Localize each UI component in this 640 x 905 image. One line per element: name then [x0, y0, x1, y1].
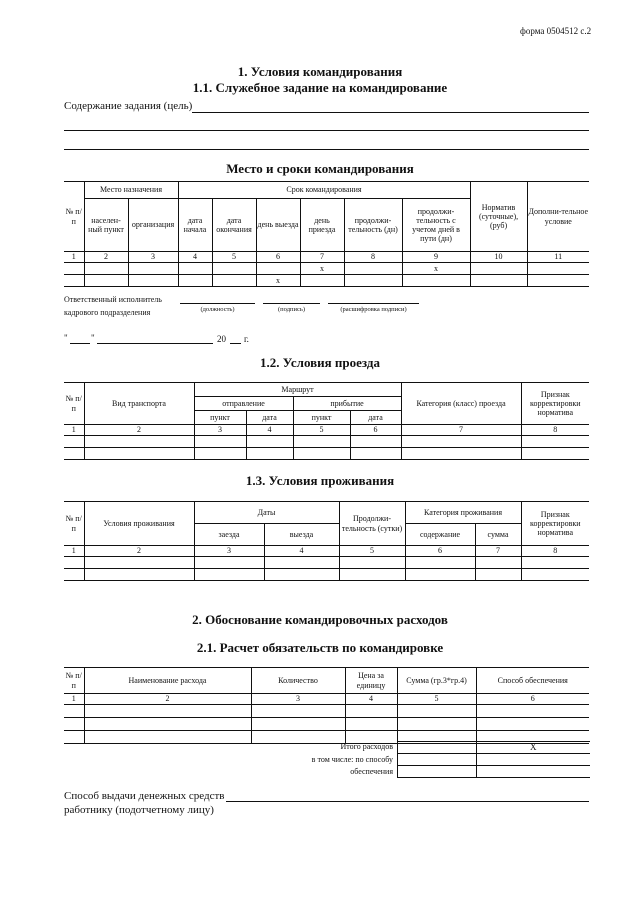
signature-decoding-line[interactable]: [328, 303, 419, 304]
th-point-from: пункт: [194, 411, 246, 425]
table-row[interactable]: [64, 569, 589, 581]
date-day-line[interactable]: [70, 343, 90, 344]
th-correction: Признак корректировки норматива: [521, 502, 589, 546]
th-num: № п/п: [64, 383, 84, 425]
calc-totals-table: [397, 741, 590, 778]
col-num: 2: [84, 694, 251, 705]
incl-label-2: обеспечения: [350, 767, 393, 776]
col-num: 3: [128, 252, 178, 263]
col-num: 9: [402, 252, 470, 263]
signature-decoding-caption: (расшифровка подписи): [340, 306, 407, 313]
th-departure-day: день выезда: [256, 199, 300, 252]
task-label: Содержание задания (цель): [64, 100, 193, 112]
col-num: 10: [470, 252, 527, 263]
col-num: 4: [264, 546, 339, 557]
section2-title: 2. Обоснование командировочных расходов: [192, 612, 448, 627]
col-num: 3: [194, 546, 264, 557]
col-num: 4: [178, 252, 212, 263]
col-num: 2: [84, 546, 194, 557]
signature-sign-line[interactable]: [263, 303, 320, 304]
col-num: 3: [194, 425, 246, 436]
col-num: 8: [344, 252, 402, 263]
col-num: 4: [246, 425, 293, 436]
th-method: Способ обеспечения: [476, 668, 589, 694]
th-date-to: дата: [350, 411, 401, 425]
incl-row[interactable]: [398, 766, 590, 778]
col-num: 5: [339, 546, 405, 557]
th-duration: Продолжи-тельность (сутки): [339, 502, 405, 546]
table-row[interactable]: [64, 705, 589, 718]
table-row[interactable]: [64, 718, 589, 731]
date-suffix: г.: [244, 334, 249, 344]
col-num: 1: [64, 694, 84, 705]
col-num: 6: [405, 546, 475, 557]
date-year-line[interactable]: [230, 343, 241, 344]
th-organization: организация: [128, 199, 178, 252]
total-mark: Х: [477, 742, 590, 754]
col-num: 6: [476, 694, 589, 705]
table-row[interactable]: [64, 275, 589, 287]
th-transport: Вид транспорта: [84, 383, 194, 425]
th-content: содержание: [405, 524, 475, 546]
col-num: 6: [256, 252, 300, 263]
col-num: 1: [64, 546, 84, 557]
mark-x: х: [256, 275, 300, 287]
col-num: 1: [64, 252, 84, 263]
th-num: № п/п: [64, 502, 84, 546]
date-quote-close: ": [91, 333, 95, 343]
col-num: 8: [521, 425, 589, 436]
task-line-1[interactable]: [192, 112, 589, 113]
living-title: 1.3. Условия проживания: [245, 473, 395, 488]
col-number-row: [64, 425, 589, 436]
signature-label: Ответственный исполнитель кадрового подразделения: [64, 295, 162, 317]
col-num: 6: [350, 425, 401, 436]
th-num: № п/п: [64, 668, 84, 694]
th-end-date: дата окончания: [212, 199, 256, 252]
th-name: Наименование расхода: [84, 668, 251, 694]
travel-title: 1.2. Условия проезда: [260, 355, 380, 370]
th-num: № п/п: [64, 182, 84, 252]
task-line-3[interactable]: [64, 149, 589, 150]
th-price: Цена за единицу: [345, 668, 397, 694]
col-num: 5: [397, 694, 476, 705]
total-row[interactable]: [398, 742, 590, 754]
incl-label: в том числе: по способу: [311, 755, 393, 764]
col-num: 3: [251, 694, 345, 705]
th-sum: сумма: [475, 524, 521, 546]
th-arrival-day: день приезда: [300, 199, 344, 252]
th-category: Категория (класс) проезда: [401, 383, 521, 425]
incl-row[interactable]: [398, 754, 590, 766]
date-month-line[interactable]: [97, 343, 213, 344]
table-row[interactable]: [64, 263, 589, 275]
section2-subtitle: 2.1. Расчет обязательств по командировке: [196, 640, 444, 655]
th-category: Категория проживания: [405, 502, 521, 524]
th-arrival: прибытие: [293, 397, 401, 411]
payout-line[interactable]: [226, 801, 589, 802]
table-row[interactable]: [64, 436, 589, 448]
th-norm: Норматив (суточные), (руб): [470, 182, 527, 252]
col-num: 7: [475, 546, 521, 557]
th-route: Маршрут: [194, 383, 401, 397]
task-line-2[interactable]: [64, 130, 589, 131]
th-correction: Признак корректировки норматива: [521, 383, 589, 425]
th-departure: отправление: [194, 397, 293, 411]
section1-subtitle: 1.1. Служебное задание на командирование: [192, 80, 448, 95]
payout-label-1: Способ выдачи денежных средств: [64, 790, 225, 802]
th-sum: Сумма (гр.3*гр.4): [397, 668, 476, 694]
th-duration-travel: продолжи-тельность с учетом дней в пути (дн): [402, 199, 470, 252]
th-date-from: дата: [246, 411, 293, 425]
form-code: форма 0504512 с.2: [520, 26, 592, 36]
th-additional: Дополни-тельное условие: [527, 182, 589, 252]
payout-label-2: работнику (подотчетному лицу): [64, 804, 214, 816]
th-checkout: выезда: [264, 524, 339, 546]
table-row[interactable]: [64, 557, 589, 569]
th-start-date: дата начала: [178, 199, 212, 252]
col-num: 2: [84, 425, 194, 436]
th-checkin: заезда: [194, 524, 264, 546]
th-destination: Место назначения: [84, 182, 178, 199]
col-num: 11: [527, 252, 589, 263]
section1-title: 1. Условия командирования: [237, 64, 403, 79]
place-terms-table: [64, 181, 589, 287]
mark-x: х: [402, 263, 470, 275]
col-num: 7: [401, 425, 521, 436]
col-number-row: [64, 694, 589, 705]
living-table: [64, 501, 589, 581]
th-locality: населен-ный пункт: [84, 199, 128, 252]
col-number-row: [64, 546, 589, 557]
date-quote-open: ": [64, 333, 68, 343]
col-num: 8: [521, 546, 589, 557]
col-num: 5: [212, 252, 256, 263]
table-row[interactable]: [64, 448, 589, 460]
mark-x: х: [300, 263, 344, 275]
signature-position-line[interactable]: [180, 303, 255, 304]
th-dates: Даты: [194, 502, 339, 524]
signature-sign-caption: (подпись): [278, 306, 305, 313]
col-num: 1: [64, 425, 84, 436]
col-number-row: [64, 252, 589, 263]
th-term: Срок командирования: [178, 182, 470, 199]
col-num: 2: [84, 252, 128, 263]
th-qty: Количество: [251, 668, 345, 694]
signature-position-caption: (должность): [200, 306, 235, 313]
col-num: 7: [300, 252, 344, 263]
calc-table: [64, 667, 589, 744]
col-num: 5: [293, 425, 350, 436]
th-point-to: пункт: [293, 411, 350, 425]
date-year-prefix: 20: [217, 334, 226, 344]
th-conditions: Условия проживания: [84, 502, 194, 546]
total-label: Итого расходов: [340, 742, 393, 751]
travel-table: [64, 382, 589, 460]
col-num: 4: [345, 694, 397, 705]
th-duration: продолжи-тельность (дн): [344, 199, 402, 252]
place-terms-title: Место и сроки командирования: [226, 161, 414, 176]
